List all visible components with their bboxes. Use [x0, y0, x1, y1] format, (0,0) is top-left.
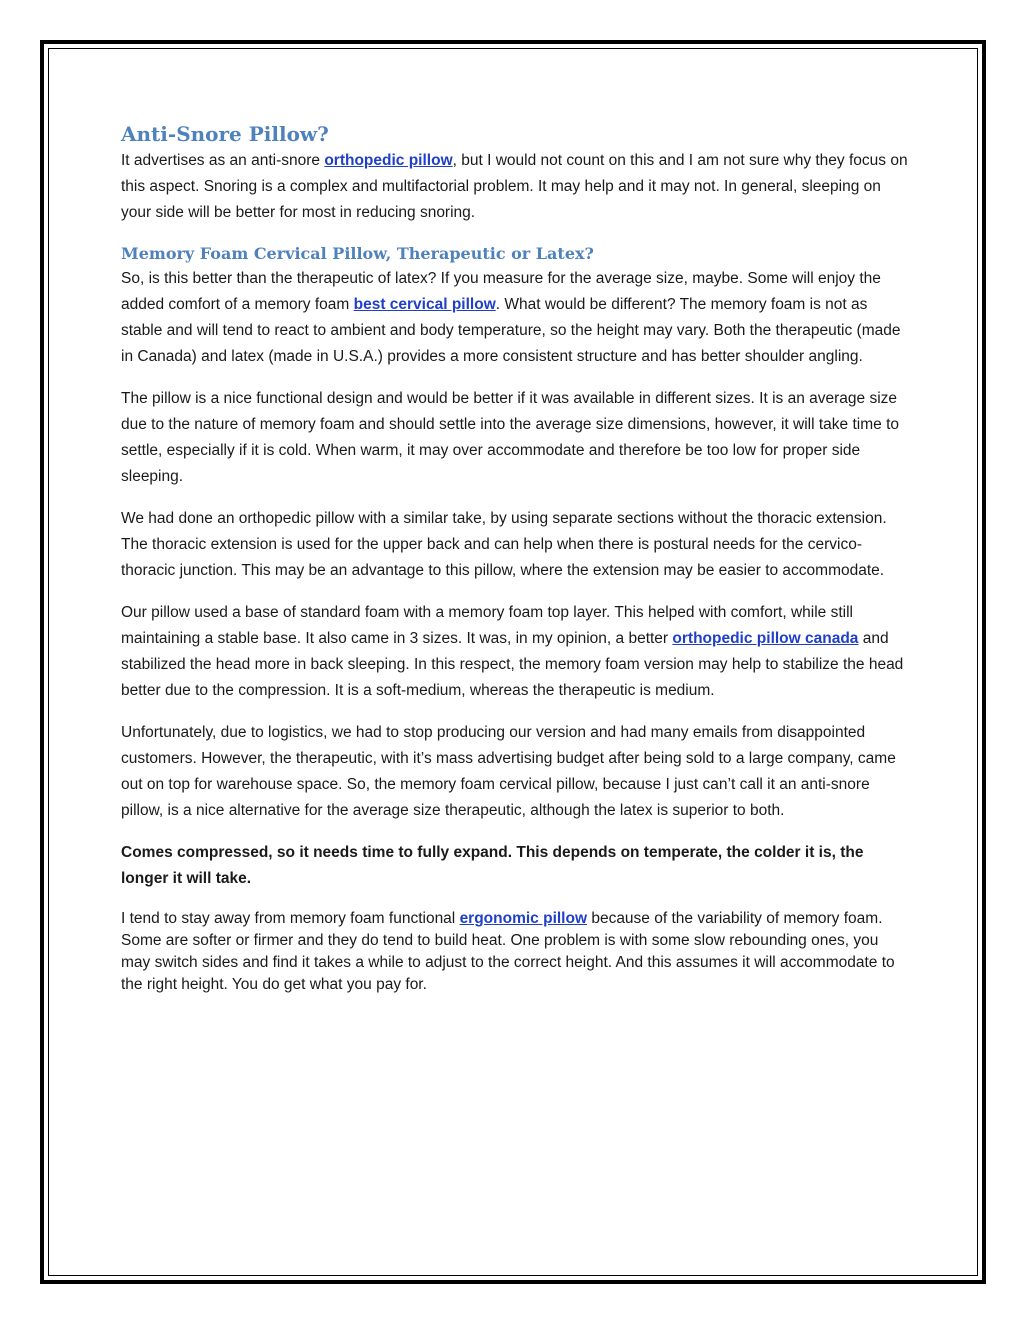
orthopedic-pillow-link[interactable]: orthopedic pillow	[324, 152, 453, 169]
compressed-note: Comes compressed, so it needs time to fully expand. This depends on temperate, the colder it is, the longer it will take.	[121, 844, 864, 887]
memory-foam-paragraph-1	[121, 266, 911, 370]
orthopedic-pillow-canada-link[interactable]: orthopedic pillow canada	[672, 630, 859, 647]
text-span: I tend to stay away from memory foam functional	[121, 910, 460, 927]
text-span: and stabilized the head more in back sleeping. In this respect, the memory foam version may help to stabilize the head better due to the compression. It is a soft-medium, whereas the therapeutic is medium.	[121, 630, 904, 699]
text-span: , but I would not count on this and I am not sure why they focus on this aspect. Snoring is a complex and multifactorial problem. It may help and it may not. In general, sleeping on your side will be better for most in reducing snoring.	[121, 152, 908, 221]
memory-foam-paragraph-4	[121, 600, 911, 704]
memory-foam-paragraph-3: We had done an orthopedic pillow with a similar take, by using separate sections without the thoracic extension. The thoracic extension is used for the upper back and can help when there is postural needs for the cervico-thoracic junction. This may be an advantage to this pillow, where the extension may be easier to accommodate.	[121, 510, 887, 579]
best-cervical-pillow-link[interactable]: best cervical pillow	[353, 296, 496, 313]
anti-snore-paragraph	[121, 148, 911, 226]
document-body	[121, 120, 911, 1012]
memory-foam-paragraph-7	[121, 908, 911, 996]
memory-foam-heading: Memory Foam Cervical Pillow, Therapeutic or Latex?	[121, 244, 594, 263]
text-span: So, is this better than the therapeutic of latex? If you measure for the average size, maybe. Some will enjoy the added comfort of a memory foam	[121, 270, 881, 313]
text-span: because of the variability of memory foam. Some are softer or firmer and they do tend to build heat. One problem is with some slow rebounding ones, you may switch sides and find it takes a while to adjust to the correct height. And this assumes it will accommodate to the right height. You do get what you pay for.	[121, 910, 895, 993]
memory-foam-paragraph-2: The pillow is a nice functional design and would be better if it was available in different sizes. It is an average size due to the nature of memory foam and should settle into the average size dimensions, however, it will take time to settle, especially if it is cold. When warm, it may over accommodate and therefore be too low for proper side sleeping.	[121, 390, 899, 485]
text-span: Our pillow used a base of standard foam with a memory foam top layer. This helped with comfort, while still maintaining a stable base. It also came in 3 sizes. It was, in my opinion, a better	[121, 604, 853, 647]
ergonomic-pillow-link[interactable]: ergonomic pillow	[459, 910, 588, 927]
memory-foam-paragraph-5: Unfortunately, due to logistics, we had to stop producing our version and had many emails from disappointed customers. However, the therapeutic, with it’s mass advertising budget after being sold to a large company, came out on top for warehouse space. So, the memory foam cervical pillow, because I just can’t call it an anti-snore pillow, is a nice alternative for the average size therapeutic, although the latex is superior to both.	[121, 724, 896, 819]
text-span: It advertises as an anti-snore	[121, 152, 325, 169]
text-span: . What would be different? The memory foam is not as stable and will tend to react to ambient and body temperature, so the height may vary. Both the therapeutic (made in Canada) and latex (made in U.S.A.) provides a more consistent structure and has better shoulder angling.	[121, 296, 901, 365]
anti-snore-heading: Anti-Snore Pillow?	[121, 122, 329, 146]
